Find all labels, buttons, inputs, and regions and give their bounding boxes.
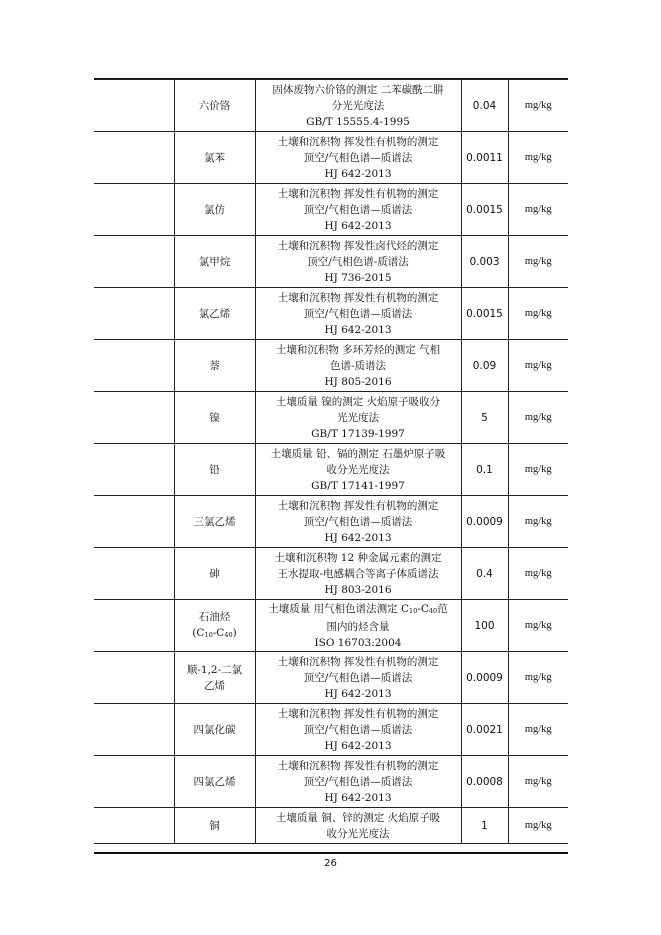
method-line: 围内的烃含量 [326,620,390,633]
detection-limit-cell: 5 [461,392,508,444]
unit-cell: mg/kg [508,548,568,600]
detection-limit-cell: 0.0009 [461,652,508,704]
detection-limit-cell: 100 [461,600,508,652]
method-cell [255,132,461,184]
item-name: 四氯化碳 [193,723,236,736]
table-row [94,652,568,704]
table-row [94,288,568,340]
row-blank-cell [94,548,174,600]
method-line: HJ 805-2016 [324,375,392,388]
name-sub-prefix: (C [192,626,205,639]
method-line: GB/T 15555.4-1995 [306,115,410,128]
table-row [94,756,568,808]
item-name-cell [174,444,255,496]
item-name: 氯甲烷 [198,255,231,268]
item-name: 砷 [209,567,220,580]
method-sub-post: 范 [437,602,448,615]
name-sub-b: 40 [224,630,233,639]
table-bottom-rule [94,852,568,854]
detection-limit-cell: 0.0009 [461,496,508,548]
method-line: 收分光光度法 [326,827,390,840]
item-name-cell [174,80,255,132]
item-name-line2: 乙烯 [204,679,225,692]
method-line: HJ 642-2013 [324,687,392,700]
page-number: 26 [324,858,337,869]
method-line: 土壤和沉积物 挥发性有机物的测定 [277,499,439,512]
table-row [94,132,568,184]
item-name-cell [174,652,255,704]
detection-limit-cell: 0.003 [461,236,508,288]
row-blank-cell [94,496,174,548]
method-line: 土壤和沉积物 12 种金属元素的测定 [274,551,442,564]
detection-limit-cell: 0.1 [461,444,508,496]
item-name-cell [174,548,255,600]
item-name-carbon-range [175,625,255,643]
item-name: 铜 [209,819,220,832]
item-name-cell [174,756,255,808]
item-name-cell [174,600,255,652]
method-line: 顶空/气相色谱—质谱法 [303,775,413,788]
unit-cell: mg/kg [508,652,568,704]
method-sub-a: 10 [409,606,418,615]
row-blank-cell [94,236,174,288]
method-line: HJ 642-2013 [324,739,392,752]
detection-limit-cell: 1 [461,808,508,844]
table-row [94,600,568,652]
method-line: ISO 16703:2004 [314,636,402,649]
row-blank-cell [94,756,174,808]
method-line: 土壤和沉积物 挥发性有机物的测定 [277,187,439,200]
method-line: GB/T 17139-1997 [311,427,405,440]
method-line: 土壤质量 铅、镉的测定 石墨炉原子吸 [270,447,446,460]
item-name: 三氯乙烯 [193,515,236,528]
unit-cell: mg/kg [508,444,568,496]
table-row [94,340,568,392]
method-line: 土壤质量 镍的测定 火焰原子吸收分 [275,395,441,408]
detection-limit-cell: 0.0011 [461,132,508,184]
unit-cell: mg/kg [508,80,568,132]
method-cell [255,444,461,496]
item-name: 顺-1,2-二氯 [186,663,243,676]
method-line: HJ 736-2015 [324,271,392,284]
item-name: 铅 [209,463,220,476]
name-sub-suffix: ) [232,626,237,639]
table-row [94,184,568,236]
method-cell [255,704,461,756]
row-blank-cell [94,600,174,652]
row-blank-cell [94,704,174,756]
method-line: 顶空/气相色谱—质谱法 [303,151,413,164]
method-sub-pre: 土壤质量 用气相色谱法测定 C [268,602,410,615]
method-line [256,601,461,619]
row-blank-cell [94,444,174,496]
item-name-cell [174,808,255,844]
row-blank-cell [94,80,174,132]
item-name: 四氯乙烯 [193,775,236,788]
method-line: 土壤和沉积物 挥发性卤代烃的测定 [277,239,439,252]
detection-limit-cell: 0.09 [461,340,508,392]
row-blank-cell [94,288,174,340]
item-name-cell [174,340,255,392]
unit-cell: mg/kg [508,704,568,756]
item-name-cell [174,496,255,548]
unit-cell: mg/kg [508,600,568,652]
method-cell [255,392,461,444]
name-sub-a: 10 [204,630,213,639]
table-row [94,548,568,600]
detection-limit-cell: 0.4 [461,548,508,600]
method-cell [255,808,461,844]
detection-limit-cell: 0.0015 [461,184,508,236]
unit-cell: mg/kg [508,340,568,392]
unit-cell: mg/kg [508,132,568,184]
table-row [94,704,568,756]
method-cell [255,652,461,704]
method-line: 顶空/气相色谱—质谱法 [303,515,413,528]
method-line: 土壤和沉积物 多环芳烃的测定 气相 [275,343,441,356]
item-name-cell [174,704,255,756]
item-name: 氯乙烯 [198,307,231,320]
table-row [94,808,568,844]
method-line: HJ 642-2013 [324,323,392,336]
item-name-cell [174,236,255,288]
detection-limit-cell: 0.0021 [461,704,508,756]
method-sub-b: 40 [428,606,438,615]
method-line: GB/T 17141-1997 [311,479,405,492]
row-blank-cell [94,184,174,236]
unit-cell: mg/kg [508,236,568,288]
row-blank-cell [94,652,174,704]
unit-cell: mg/kg [508,808,568,844]
item-name: 氯苯 [204,151,225,164]
method-cell [255,184,461,236]
method-cell [255,80,461,132]
row-blank-cell [94,808,174,844]
item-name: 萘 [209,359,220,372]
method-line: 土壤和沉积物 挥发性有机物的测定 [277,707,439,720]
method-line: 顶空/气相色谱-质谱法 [307,255,409,268]
row-blank-cell [94,132,174,184]
item-name-cell [174,288,255,340]
unit-cell: mg/kg [508,496,568,548]
method-cell [255,600,461,652]
method-line: 顶空/气相色谱—质谱法 [303,671,413,684]
detection-methods-table [94,79,568,844]
table-row [94,236,568,288]
method-line: 固体废物六价铬的测定 二苯碳酰二肼 [272,83,444,96]
method-line: 光光度法 [337,411,379,424]
method-line: 顶空/气相色谱—质谱法 [303,203,413,216]
method-line: HJ 642-2013 [324,167,392,180]
unit-cell: mg/kg [508,756,568,808]
item-name: 石油烃 [198,610,231,623]
method-line: 顶空/气相色谱—质谱法 [303,723,413,736]
method-line: 土壤和沉积物 挥发性有机物的测定 [277,759,439,772]
item-name-cell [174,184,255,236]
unit-cell: mg/kg [508,184,568,236]
method-line: 色谱-质谱法 [329,359,387,372]
method-cell [255,288,461,340]
method-line: 收分光光度法 [326,463,390,476]
method-line: HJ 642-2013 [324,219,392,232]
method-cell [255,548,461,600]
method-line: HJ 642-2013 [324,531,392,544]
method-line: HJ 642-2013 [324,791,392,804]
method-line: 王水提取-电感耦合等离子体质谱法 [277,567,439,580]
method-sub-mid: -C [417,602,429,615]
table-row [94,80,568,132]
method-line: 分光光度法 [331,99,385,112]
method-cell [255,340,461,392]
table-row [94,496,568,548]
detection-limit-cell: 0.04 [461,80,508,132]
table-row [94,392,568,444]
unit-cell: mg/kg [508,288,568,340]
name-sub-mid: -C [212,626,225,639]
method-line: 土壤质量 铜、锌的测定 火焰原子吸 [275,811,441,824]
item-name-cell [174,392,255,444]
item-name: 镍 [209,411,220,424]
unit-cell: mg/kg [508,392,568,444]
item-name: 氯仿 [204,203,225,216]
item-name-cell [174,132,255,184]
method-line: 顶空/气相色谱—质谱法 [303,307,413,320]
method-cell [255,756,461,808]
method-cell [255,236,461,288]
item-name: 六价铬 [198,99,231,112]
table-row [94,444,568,496]
row-blank-cell [94,340,174,392]
method-cell [255,496,461,548]
detection-limit-cell: 0.0008 [461,756,508,808]
detection-limit-cell: 0.0015 [461,288,508,340]
method-line: 土壤和沉积物 挥发性有机物的测定 [277,291,439,304]
method-line: HJ 803-2016 [324,583,392,596]
method-line: 土壤和沉积物 挥发性有机物的测定 [277,655,439,668]
method-line: 土壤和沉积物 挥发性有机物的测定 [277,135,439,148]
row-blank-cell [94,392,174,444]
